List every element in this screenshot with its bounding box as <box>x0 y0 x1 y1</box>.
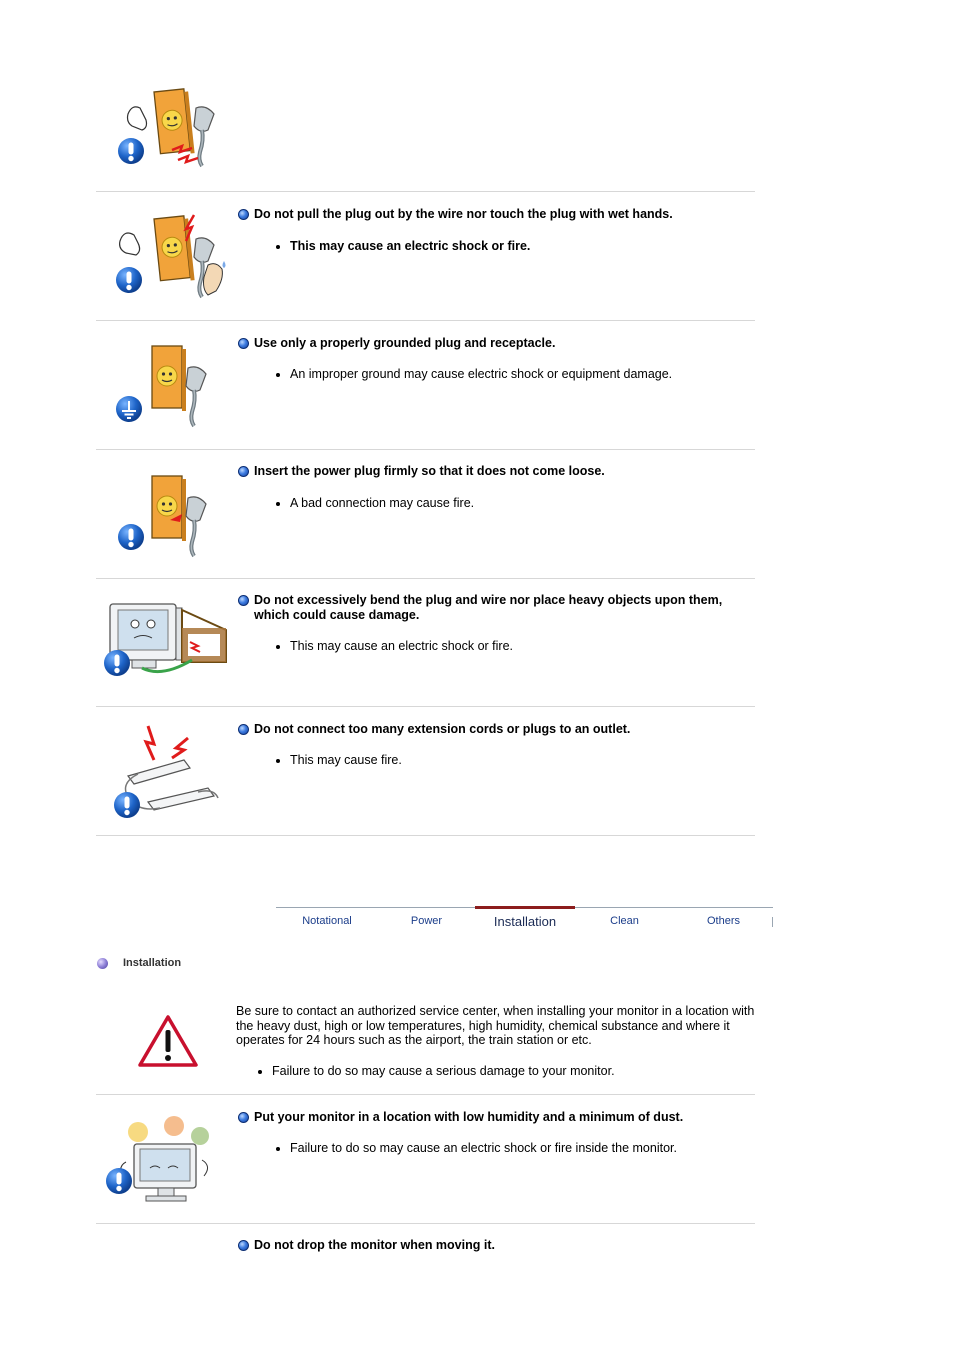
item-bullet: A bad connection may cause fire. <box>276 496 474 511</box>
humid-dusty-monitor-illustration <box>104 1114 216 1206</box>
item-heading: Put your monitor in a location with low humidity and a minimum of dust. <box>238 1110 758 1125</box>
wet-hands-plug-illustration <box>112 205 232 301</box>
exclamation-icon <box>118 524 144 550</box>
separator <box>96 578 755 579</box>
insert-plug-firmly-illustration <box>112 470 212 560</box>
blue-bullet-icon <box>238 466 249 477</box>
blue-bullet-icon <box>238 209 249 220</box>
grounded-plug-illustration <box>112 340 212 430</box>
tab-installation[interactable]: Installation <box>475 906 575 933</box>
item-bullet: Failure to do so may cause an electric shock or fire inside the monitor. <box>276 1141 677 1156</box>
exclamation-icon <box>104 650 130 676</box>
section-bullet-icon <box>97 958 108 969</box>
exclamation-icon <box>116 267 142 293</box>
section-title: Installation <box>97 957 181 969</box>
unplug-illustration <box>112 80 222 172</box>
item-heading: Do not drop the monitor when moving it. <box>238 1238 758 1253</box>
blue-bullet-icon <box>238 1240 249 1251</box>
separator <box>96 449 755 450</box>
tab-notational[interactable]: Notational <box>302 915 352 927</box>
item-heading: Do not connect too many extension cords or plugs to an outlet. <box>238 722 758 737</box>
item-bullet: This may cause an electric shock or fire. <box>276 639 513 654</box>
separator <box>96 191 755 192</box>
separator <box>96 1094 755 1095</box>
blue-bullet-icon <box>238 724 249 735</box>
item-bullet: This may cause an electric shock or fire. <box>276 239 530 254</box>
warning-triangle-icon <box>137 1013 199 1069</box>
exclamation-icon <box>106 1168 132 1194</box>
separator <box>96 320 755 321</box>
extension-cords-illustration <box>108 722 226 822</box>
exclamation-icon <box>114 792 140 818</box>
item-heading: Do not excessively bend the plug and wire nor place heavy objects upon them, which could cause damage. <box>238 593 758 623</box>
exclamation-icon <box>118 138 144 164</box>
item-bullet: This may cause fire. <box>276 753 402 768</box>
tab-others[interactable]: Others <box>706 915 740 927</box>
tab-power[interactable]: Power <box>410 915 443 927</box>
section-tabs <box>276 907 773 932</box>
item-heading: Do not pull the plug out by the wire nor touch the plug with wet hands. <box>238 207 758 222</box>
tab-clean[interactable]: Clean <box>610 915 639 927</box>
blue-bullet-icon <box>238 595 249 606</box>
item-heading: Use only a properly grounded plug and receptacle. <box>238 336 758 351</box>
installation-intro-text: Be sure to contact an authorized service center, when installing your monitor in a location with the heavy dust, high or low temperatures, high humidity, chemical substance and where it operates for 24 hours such as the airport, the train station or etc. <box>236 1004 755 1047</box>
blue-bullet-icon <box>238 1112 249 1123</box>
item-bullet: Failure to do so may cause a serious damage to your monitor. <box>258 1064 615 1079</box>
ground-icon <box>116 396 142 422</box>
bent-wire-monitor-illustration <box>102 598 232 690</box>
item-bullet: An improper ground may cause electric shock or equipment damage. <box>276 367 672 382</box>
separator <box>96 706 755 707</box>
blue-bullet-icon <box>238 338 249 349</box>
separator <box>96 835 755 836</box>
item-heading: Insert the power plug firmly so that it does not come loose. <box>238 464 758 479</box>
separator <box>96 1223 755 1224</box>
